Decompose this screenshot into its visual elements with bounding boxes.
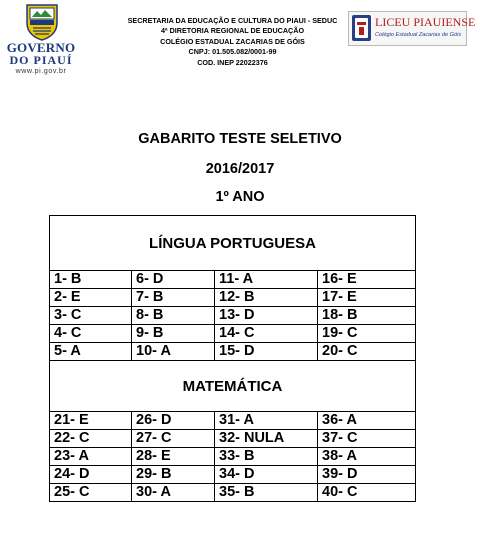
answer-cell: 18- B bbox=[318, 307, 416, 325]
answer-cell: 29- B bbox=[132, 466, 215, 484]
answer-cell: 38- A bbox=[318, 448, 416, 466]
gov-logo-line2: DO PIAUÍ bbox=[9, 53, 73, 67]
answer-cell: 36- A bbox=[318, 412, 416, 430]
gov-logo-url: www.pi.gov.br bbox=[15, 68, 67, 75]
liceu-piauiense-logo bbox=[348, 11, 476, 46]
table-row bbox=[50, 412, 416, 430]
section-header-row bbox=[50, 361, 416, 412]
answer-cell: 9- B bbox=[132, 325, 215, 343]
table-row bbox=[50, 307, 416, 325]
answer-cell: 40- C bbox=[318, 484, 416, 502]
table-row bbox=[50, 343, 416, 361]
answer-cell: 4- C bbox=[50, 325, 132, 343]
answer-cell: 22- C bbox=[50, 430, 132, 448]
answer-cell: 30- A bbox=[132, 484, 215, 502]
answer-cell: 5- A bbox=[50, 343, 132, 361]
institution-line: COLÉGIO ESTADUAL ZACARIAS DE GÓIS bbox=[160, 36, 305, 46]
answer-cell: 28- E bbox=[132, 448, 215, 466]
answer-cell: 23- A bbox=[50, 448, 132, 466]
governo-piaui-logo bbox=[6, 3, 76, 77]
table-row bbox=[50, 430, 416, 448]
answer-cell: 1- B bbox=[50, 271, 132, 289]
institution-line: CNPJ: 01.505.082/0001-99 bbox=[188, 47, 277, 57]
table-row bbox=[50, 289, 416, 307]
answer-cell: 25- C bbox=[50, 484, 132, 502]
liceu-logo-title: LICEU PIAUIENSE bbox=[375, 15, 476, 29]
document-title: GABARITO TESTE SELETIVO bbox=[138, 131, 342, 147]
answer-cell: 10- A bbox=[132, 343, 215, 361]
answer-cell: 11- A bbox=[215, 271, 318, 289]
table-row bbox=[50, 271, 416, 289]
section-title-portuguese: LÍNGUA PORTUGUESA bbox=[50, 216, 416, 271]
table-row bbox=[50, 325, 416, 343]
answer-cell: 13- D bbox=[215, 307, 318, 325]
answer-cell: 2- E bbox=[50, 289, 132, 307]
answer-cell: 3- C bbox=[50, 307, 132, 325]
answer-cell: 39- D bbox=[318, 466, 416, 484]
answer-cell: 34- D bbox=[215, 466, 318, 484]
answer-cell: 26- D bbox=[132, 412, 215, 430]
answer-cell: 35- B bbox=[215, 484, 318, 502]
section-title-mathematics: MATEMÁTICA bbox=[50, 361, 416, 412]
answer-cell: 8- B bbox=[132, 307, 215, 325]
state-crest-icon bbox=[25, 3, 59, 41]
answer-cell: 33- B bbox=[215, 448, 318, 466]
answer-cell: 7- B bbox=[132, 289, 215, 307]
school-year: 2016/2017 bbox=[205, 161, 275, 177]
answer-cell: 6- D bbox=[132, 271, 215, 289]
table-row bbox=[50, 484, 416, 502]
answer-cell: 17- E bbox=[318, 289, 416, 307]
answer-cell: 16- E bbox=[318, 271, 416, 289]
liceu-emblem-icon bbox=[351, 14, 372, 42]
answer-cell: 12- B bbox=[215, 289, 318, 307]
institution-header bbox=[110, 16, 355, 68]
answer-cell: 19- C bbox=[318, 325, 416, 343]
grade-label: 1º ANO bbox=[215, 189, 265, 205]
gov-logo-line1: GOVERNO bbox=[6, 40, 76, 55]
institution-line: COD. INEP 22022376 bbox=[197, 57, 268, 67]
answer-cell: 24- D bbox=[50, 466, 132, 484]
liceu-logo-subtitle: Colégio Estadual Zacarias de Góis bbox=[375, 32, 462, 38]
answer-cell: 15- D bbox=[215, 343, 318, 361]
answer-cell: 32- NULA bbox=[215, 430, 318, 448]
answer-cell: 20- C bbox=[318, 343, 416, 361]
answer-cell: 31- A bbox=[215, 412, 318, 430]
answer-cell: 27- C bbox=[132, 430, 215, 448]
institution-line: 4ª DIRETORIA REGIONAL DE EDUCAÇÃO bbox=[160, 26, 305, 36]
section-header-row bbox=[50, 216, 416, 271]
table-row bbox=[50, 448, 416, 466]
answer-cell: 37- C bbox=[318, 430, 416, 448]
answer-cell: 14- C bbox=[215, 325, 318, 343]
table-row bbox=[50, 466, 416, 484]
institution-line: SECRETARIA DA EDUCAÇÃO E CULTURA DO PIAUI - SEDUC bbox=[127, 16, 338, 25]
answer-table bbox=[49, 215, 416, 502]
answer-cell: 21- E bbox=[50, 412, 132, 430]
